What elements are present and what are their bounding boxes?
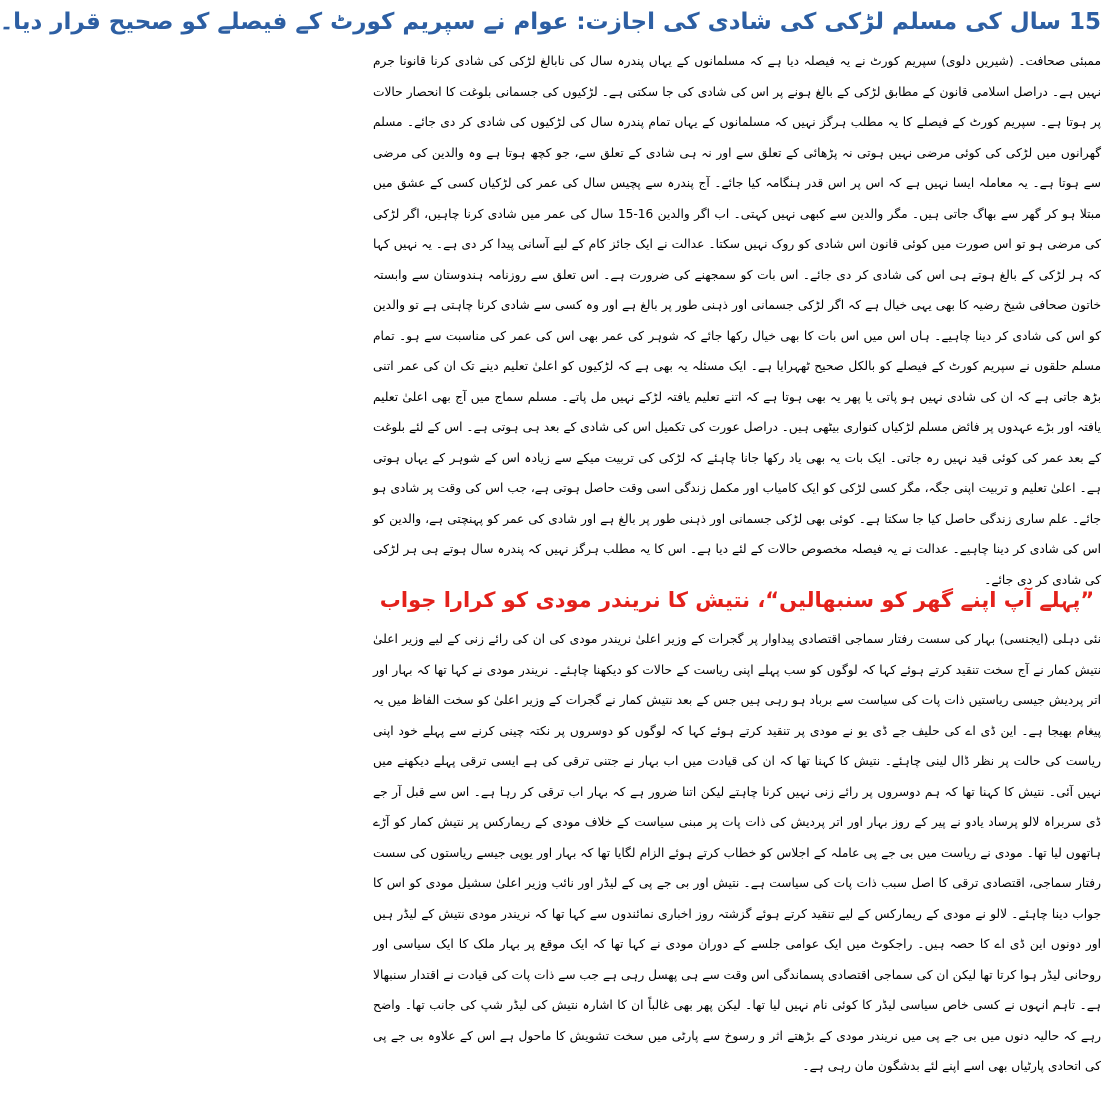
article-headline: ”پہلے آپ اپنے گھر کو سنبھالیں“، نتیش کا نریندر مودی کو کرارا جواب: [379, 588, 1095, 612]
article-headline: 15 سال کی مسلم لڑکی کی شادی کی اجازت: عوام نے سپریم کورٹ کے فیصلے کو صحیح قرار دیا۔: [0, 9, 1101, 35]
article-muslim-girl-marriage: [0, 2, 1101, 587]
article-body: ممبئی صحافت۔ (شیریں دلوی) سپریم کورٹ نے یہ فیصلہ دیا ہے کہ مسلمانوں کے یہاں پندرہ سال کی نابالغ لڑکی کی شادی کرنا قانونا جرم نہیں ہے۔ دراصل اسلامی قانون کے مطابق لڑکی کے بالغ ہونے پر اس کی شادی کی جا سکتی ہے۔ لڑکیوں کی جسمانی بلوغت کا انحصار حالات پر ہوتا ہے۔ سپریم کورٹ کے فیصلے کا یہ مطلب ہرگز نہیں کہ مسلمانوں کے یہاں تمام پندرہ سال کی لڑکیوں کی شادی کر دی جائے۔ مسلم گھرانوں میں لڑکی کی کوئی مرضی نہیں ہوتی نہ پڑھائی کے تعلق سے اور نہ ہی شادی کے تعلق سے، جو کچھ ہوتا ہے وہ والدین کی مرضی سے ہوتا ہے۔ یہ معاملہ ایسا نہیں ہے کہ اس پر اس قدر ہنگامہ کیا جائے۔ آج پندرہ سے پچیس سال کی عمر کی لڑکیاں کسی کے عشق میں مبتلا ہو کر گھر سے بھاگ جاتی ہیں۔ مگر والدین سے کبھی نہیں کہتی۔ اب اگر والدین 16-15 سال کی عمر میں شادی کرنا چاہیں، اگر لڑکی کی مرضی ہو تو اس صورت میں کوئی قانون اس شادی کو روک نہیں سکتا۔ عدالت نے ایک جائز کام کے لیے آسانی پیدا کر دی ہے۔ یہ نہیں کہا کہ ہر لڑکی کے بالغ ہوتے ہی اس کی شادی کر دی جائے۔ اس بات کو سمجھنے کی ضرورت ہے۔ اس تعلق سے روزنامہ ہندوستان سے وابستہ خاتون صحافی شیخ رضیہ کا بھی یہی خیال ہے کہ اگر لڑکی جسمانی اور ذہنی طور پر بالغ ہے اور وہ کسی سے شادی کرنا چاہتی ہے تو والدین کو اس کی شادی کر دینا چاہیے۔ ہاں اس میں اس بات کا بھی خیال رکھا جائے کہ شوہر کی عمر بھی اس کی عمر کی مناسبت سے ہو۔ تمام مسلم حلقوں نے سپریم کورٹ کے فیصلے کو بالکل صحیح ٹھہرایا ہے۔ ایک مسئلہ یہ بھی ہے کہ لڑکیوں کو اعلیٰ تعلیم دینے تک ان کی عمر اتنی بڑھ جاتی ہے کہ ان کی شادی نہیں ہو پاتی یا پھر یہ بھی ہوتا ہے کہ اتنے تعلیم یافتہ لڑکے نہیں مل پاتے۔ مسلم سماج میں آج بھی اعلیٰ تعلیم یافتہ اور بڑے عہدوں پر فائض مسلم لڑکیاں کنواری بیٹھی ہیں۔ دراصل عورت کی تکمیل اس کی شادی کے بعد ہی ہوتی ہے۔ اس کے لئے بلوغت کے بعد عمر کی کوئی قید نہیں رہ جاتی۔ ایک بات یہ بھی یاد رکھا جانا چاہئے کہ لڑکی کی تربیت میکے سے زیادہ اس کے شوہر کے یہاں ہوتی ہے۔ اعلیٰ تعلیم و تربیت اپنی جگہ، مگر کسی لڑکی کو ایک کامیاب اور مکمل زندگی اسی وقت حاصل ہوتی ہے، جب اس کی وقت پر شادی ہو جائے۔ علم ساری زندگی حاصل کیا جا سکتا ہے۔ کوئی بھی لڑکی جسمانی اور ذہنی طور پر بالغ ہے اور شادی کی عمر کو پہنچتی ہے، والدین کو اس کی شادی کر دینا چاہیے۔ عدالت نے یہ فیصلہ مخصوص حالات کے لئے دیا ہے۔ اس کا یہ مطلب ہرگز نہیں کہ پندرہ سال ہوتے ہی ہر لڑکی کی شادی کر دی جائے۔: [373, 54, 1101, 587]
article-body: نئی دہلی (ایجنسی) بہار کی سست رفتار سماجی اقتصادی پیداوار پر گجرات کے وزیر اعلیٰ نریندر مودی کی ان کی رائے زنی کے لیے وزیر اعلیٰ نتیش کمار نے آج سخت تنقید کرتے ہوئے کہا کہ لوگوں کو سب پہلے اپنی ریاست کے حالات کو دیکھنا چاہئے۔ نریندر مودی نے کہا تھا کہ بہار اور اتر پردیش جیسی ریاستیں ذات پات کی سیاست سے برباد ہو رہی ہیں جس کے بعد نتیش کمار نے گجرات کے وزیر اعلیٰ کو سخت الفاظ میں یہ پیغام بھیجا ہے۔ این ڈی اے کی حلیف جے ڈی یو نے مودی پر تنقید کرتے ہوئے کہا کہ لوگوں کو دوسروں پر نکتہ چینی کرنے سے پہلے خود اپنی ریاست کی حالت پر نظر ڈال لینی چاہئے۔ نتیش کا کہنا تھا کہ ان کی قیادت میں اب بہار نے جتنی ترقی کی ہے ایسی ترقی پہلے دیکھنے میں نہیں آئی۔ نتیش کا کہنا تھا کہ ہم دوسروں پر رائے زنی نہیں کرنا چاہتے لیکن اتنا ضرور ہے کہ بہار اب ترقی کر رہا ہے۔ اس سے قبل آر جے ڈی سربراہ لالو پرساد یادو نے پیر کے روز بہار اور اتر پردیش کی ذات پات پر مبنی سیاست کے خلاف مودی کے ریمارکس پر نتیش کمار کو آڑے ہاتھوں لیا تھا۔ مودی نے ریاست میں بی جے پی عاملہ کے اجلاس کو خطاب کرتے ہوئے الزام لگایا تھا کہ بہار اور یوپی جیسے ریاستوں کی سست رفتار سماجی، اقتصادی ترقی کا اصل سبب ذات پات کی سیاست ہے۔ نتیش اور بی جے پی کے لیڈر اور نائب وزیر اعلیٰ سشیل مودی کو اس کا جواب دینا چاہئے۔ لالو نے مودی کے ریمارکس کے لیے تنقید کرتے ہوئے گزشتہ روز اخباری نمائندوں سے کہا تھا کہ نریندر مودی نتیش کے لیڈر ہیں اور دونوں این ڈی اے کا حصہ ہیں۔ راجکوٹ میں ایک عوامی جلسے کے دوران مودی نے کہا تھا کہ ایک موقع پر بہار ملک کا ایک سیاسی اور روحانی لیڈر ہوا کرتا تھا لیکن ان کی سماجی اقتصادی پسماندگی اس وقت سے ہی پھسل رہی ہے جب سے ذات پات کی قیادت نے اقتدار سنبھالا ہے۔ تاہم انہوں نے کسی خاص سیاسی لیڈر کا کوئی نام نہیں لیا تھا۔ لیکن پھر بھی غالباً ان کا اشارہ نتیش کی لیڈر شپ کی جانب تھا۔ واضح رہے کہ حالیہ دنوں میں بی جے پی میں نریندر مودی کے بڑھتے اثر و رسوخ سے پارٹی میں سخت تشویش کا ماحول ہے اس کے علاوہ بی جے پی کی اتحادی پارٹیاں بھی اسے اپنے لئے بدشگون مان رہی ہے۔: [373, 632, 1101, 1073]
article-nitish-modi-reply: [373, 580, 1101, 1086]
